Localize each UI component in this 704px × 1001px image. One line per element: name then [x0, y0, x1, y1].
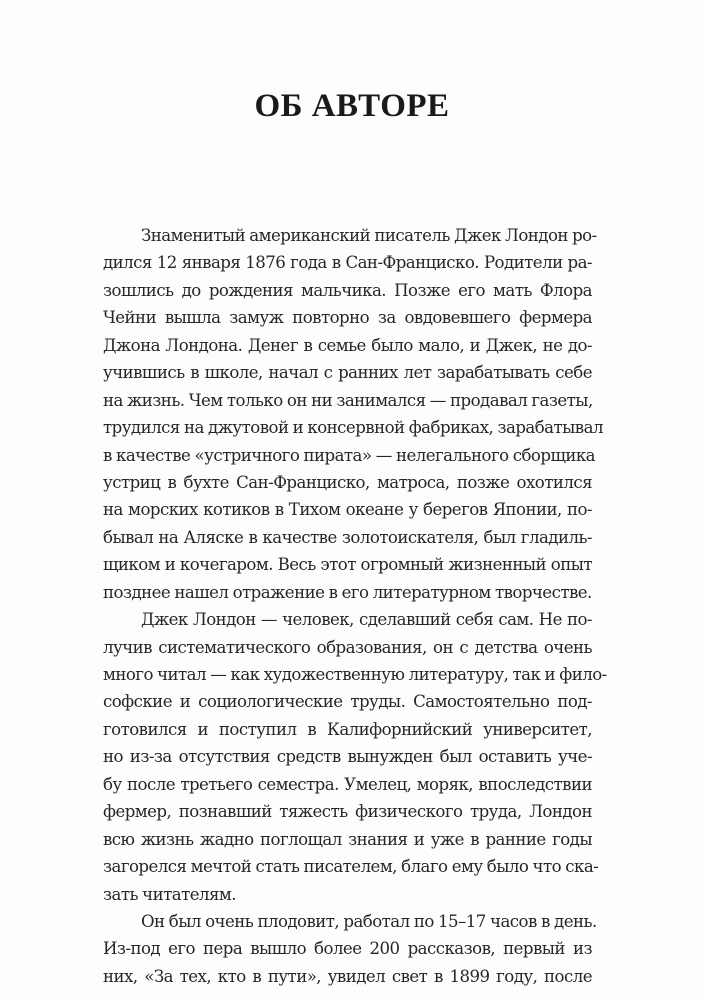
text-line: щиком и кочегаром. Весь этот огромный жизненный опыт — [103, 555, 592, 575]
text-line: лучив систематического образования, он с детства очень — [103, 637, 592, 657]
text-line: трудился на джутовой и консервной фабриках, зарабатывал — [103, 418, 603, 438]
text-line: устриц в бухте Сан-Франциско, матроса, позже охотился — [103, 472, 592, 492]
text-line: дился 12 января 1876 года в Сан-Франциско. Родители ра- — [103, 253, 592, 273]
text-line: Знаменитый американский писатель Джек Лондон ро- — [141, 226, 597, 245]
page-body — [103, 222, 607, 990]
text-line: бывал на Аляске в качестве золотоискателя, был гладиль- — [103, 527, 592, 547]
paragraph — [103, 606, 607, 908]
text-line: но из-за отсутствия средств вынужден был оставить уче- — [103, 747, 592, 767]
text-line: много читал — как художественную литературу, так и фило- — [103, 665, 607, 684]
text-line: Джона Лондона. Денег в семье было мало, и Джек, не до- — [103, 335, 592, 355]
text-line: фермер, познавший тяжесть физического труда, Лондон — [103, 802, 592, 822]
paragraph — [103, 222, 603, 606]
text-line: загорелся мечтой стать писателем, благо ему было что ска- — [103, 857, 599, 877]
text-line: Чейни вышла замуж повторно за овдовевшего фермера — [103, 308, 592, 328]
text-line: зать читателям. — [103, 884, 236, 904]
page-title: ОБ АВТОРЕ — [254, 88, 450, 124]
text-line: Джек Лондон — человек, сделавший себя сам. Не по- — [141, 610, 592, 630]
text-line: учившись в школе, начал с ранних лет зарабатывать себе — [103, 363, 592, 383]
text-line: всю жизнь жадно поглощал знания и уже в ранние годы — [103, 829, 592, 849]
text-line: Из-под его пера вышло более 200 рассказов, первый из — [103, 939, 592, 959]
text-line: в качестве «устричного пирата» — нелегального сборщика — [103, 445, 595, 465]
text-line: на жизнь. Чем только он ни занимался — продавал газеты, — [103, 390, 593, 410]
text-line: бу после третьего семестра. Умелец, моряк, впоследствии — [103, 774, 592, 794]
text-line: готовился и поступил в Калифорнийский университет, — [103, 719, 592, 739]
text-line: зошлись до рождения мальчика. Позже его мать Флора — [103, 280, 592, 300]
text-line: позднее нашел отражение в его литературном творчестве. — [103, 582, 592, 602]
text-line: софские и социологические труды. Самостоятельно под- — [103, 692, 592, 712]
text-line: на морских котиков в Тихом океане у берегов Японии, по- — [103, 500, 592, 520]
paragraph — [103, 908, 597, 990]
text-line: них, «За тех, кто в пути», увидел свет в 1899 году, после — [103, 966, 592, 986]
text-line: Он был очень плодовит, работал по 15–17 часов в день. — [141, 911, 597, 931]
